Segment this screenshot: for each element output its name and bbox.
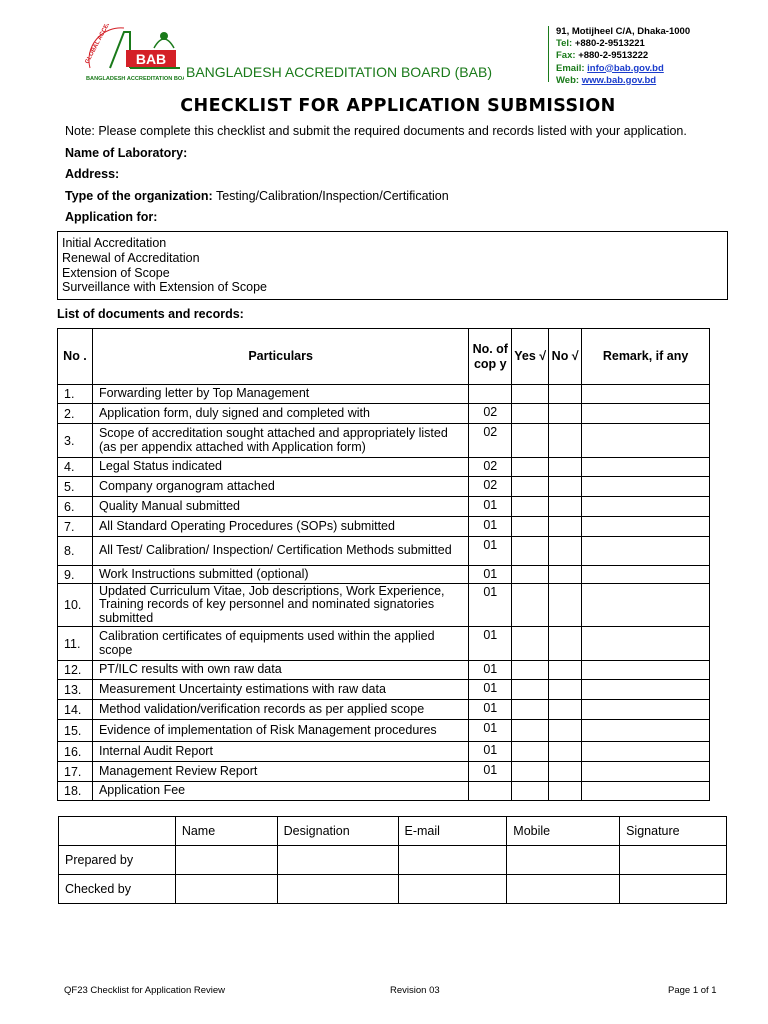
row-remark-cell[interactable] [582, 537, 710, 566]
row-no-cell[interactable] [549, 458, 582, 477]
row-number: 2. [58, 404, 93, 424]
sig-row-checked-by: Checked by [59, 875, 176, 904]
laboratory-name-label: Name of Laboratory: [65, 146, 188, 160]
row-number: 12. [58, 661, 93, 680]
row-number: 3. [58, 424, 93, 458]
footer-revision: Revision 03 [390, 985, 440, 996]
email-link[interactable]: info@bab.gov.bd [587, 62, 664, 74]
option-label: Renewal of Accreditation [62, 251, 200, 265]
row-no-cell[interactable] [549, 700, 582, 720]
table-row [58, 385, 710, 404]
row-copies: 02 [469, 404, 512, 424]
tel-number: +880-2-9513221 [574, 38, 645, 50]
address-label: Address: [65, 167, 120, 181]
page-title: CHECKLIST FOR APPLICATION SUBMISSION [180, 96, 616, 116]
row-yes-cell[interactable] [512, 700, 549, 720]
contact-block [556, 26, 690, 87]
row-remark-cell[interactable] [582, 458, 710, 477]
row-no-cell[interactable] [549, 497, 582, 517]
table-row [58, 584, 710, 627]
row-copies: 01 [469, 627, 512, 661]
row-particular: Application Fee [92, 782, 468, 801]
row-particular: Method validation/verification records as per applied scope [92, 700, 468, 720]
instruction-note: Note: Please complete this checklist and submit the required documents and records listed with your application. [65, 124, 687, 138]
row-number: 6. [58, 497, 93, 517]
footer-form-code: QF23 Checklist for Application Review [64, 985, 226, 996]
row-yes-cell[interactable] [512, 497, 549, 517]
option-surveillance-extension[interactable] [62, 280, 267, 294]
row-particular: Evidence of implementation of Risk Management procedures [92, 720, 468, 742]
row-number: 18. [58, 782, 93, 801]
row-yes-cell[interactable] [512, 458, 549, 477]
sig-row-prepared-by: Prepared by [59, 846, 176, 875]
row-no-cell[interactable] [549, 742, 582, 762]
row-copies [469, 782, 512, 801]
row-yes-cell[interactable] [512, 517, 549, 537]
header-copies: No. of cop y [469, 329, 512, 385]
header-remark: Remark, if any [582, 329, 710, 385]
table-row [58, 517, 710, 537]
row-no-cell[interactable] [549, 404, 582, 424]
prepared-designation-cell[interactable] [277, 846, 398, 875]
row-number: 13. [58, 680, 93, 700]
row-particular: Measurement Uncertainty estimations with raw data [92, 680, 468, 700]
row-particular: Application form, duly signed and completed with [92, 404, 468, 424]
sig-header-mobile: Mobile [507, 817, 620, 846]
row-number: 4. [58, 458, 93, 477]
web-label: Web: [556, 74, 580, 86]
row-no-cell[interactable] [549, 627, 582, 661]
row-particular: Quality Manual submitted [92, 497, 468, 517]
row-no-cell[interactable] [549, 537, 582, 566]
row-yes-cell[interactable] [512, 477, 549, 497]
row-copies: 01 [469, 517, 512, 537]
table-row [58, 782, 710, 801]
table-row [58, 700, 710, 720]
organization-type-label: Type of the organization: [65, 189, 213, 203]
row-number: 15. [58, 720, 93, 742]
row-yes-cell[interactable] [512, 537, 549, 566]
header-divider [548, 26, 549, 82]
sig-corner-cell [59, 817, 176, 846]
row-number: 5. [58, 477, 93, 497]
checked-name-cell[interactable] [175, 875, 277, 904]
row-copies: 01 [469, 762, 512, 782]
row-number: 7. [58, 517, 93, 537]
row-remark-cell[interactable] [582, 584, 710, 627]
organization-type-line [65, 189, 449, 203]
row-yes-cell[interactable] [512, 680, 549, 700]
row-copies: 01 [469, 584, 512, 627]
tel-label: Tel: [556, 38, 573, 50]
row-remark-cell[interactable] [582, 566, 710, 584]
header-yes: Yes √ [512, 329, 549, 385]
table-row [58, 458, 710, 477]
row-number: 11. [58, 627, 93, 661]
row-yes-cell[interactable] [512, 762, 549, 782]
row-particular: Legal Status indicated [92, 458, 468, 477]
svg-text:GLOBAL ACCEPTANCE: GLOBAL ACCEPTANCE [84, 24, 122, 65]
row-no-cell[interactable] [549, 720, 582, 742]
row-remark-cell[interactable] [582, 517, 710, 537]
documents-table [57, 328, 710, 801]
row-no-cell[interactable] [549, 477, 582, 497]
row-no-cell[interactable] [549, 661, 582, 680]
sig-header-email: E-mail [398, 817, 507, 846]
row-copies: 01 [469, 720, 512, 742]
row-remark-cell[interactable] [582, 742, 710, 762]
row-yes-cell[interactable] [512, 782, 549, 801]
sig-header-name: Name [175, 817, 277, 846]
row-particular: PT/ILC results with own raw data [92, 661, 468, 680]
row-remark-cell[interactable] [582, 680, 710, 700]
row-no-cell[interactable] [549, 762, 582, 782]
option-label: Initial Accreditation [62, 236, 167, 250]
checked-designation-cell[interactable] [277, 875, 398, 904]
header-particulars: Particulars [92, 329, 468, 385]
row-particular: Forwarding letter by Top Management [92, 385, 468, 404]
header-no: No . [58, 329, 93, 385]
row-yes-cell[interactable] [512, 566, 549, 584]
row-remark-cell[interactable] [582, 627, 710, 661]
row-particular: Updated Curriculum Vitae, Job descriptions, Work Experience, Training records of key personnel and nominated signatories submitted [92, 584, 468, 627]
row-no-cell[interactable] [549, 566, 582, 584]
application-options-box [57, 231, 728, 300]
table-row [58, 627, 710, 661]
row-copies [469, 385, 512, 404]
row-particular: All Standard Operating Procedures (SOPs) submitted [92, 517, 468, 537]
prepared-mobile-cell[interactable] [507, 846, 620, 875]
row-no-cell[interactable] [549, 424, 582, 458]
table-row [58, 762, 710, 782]
table-row [58, 742, 710, 762]
signature-table [58, 816, 727, 904]
table-row [58, 680, 710, 700]
application-for-label: Application for: [65, 210, 158, 224]
row-no-cell[interactable] [549, 782, 582, 801]
table-row [58, 537, 710, 566]
table-row [58, 720, 710, 742]
row-copies: 01 [469, 700, 512, 720]
table-row [58, 424, 710, 458]
row-copies: 02 [469, 458, 512, 477]
option-label: Surveillance with Extension of Scope [62, 280, 267, 294]
table-row [58, 404, 710, 424]
footer-page-number: Page 1 of 1 [668, 985, 717, 996]
row-yes-cell[interactable] [512, 742, 549, 762]
contact-address: 91, Motijheel C/A, Dhaka-1000 [556, 26, 691, 37]
row-particular: Work Instructions submitted (optional) [92, 566, 468, 584]
row-remark-cell[interactable] [582, 477, 710, 497]
row-yes-cell[interactable] [512, 404, 549, 424]
row-particular: Company organogram attached [92, 477, 468, 497]
row-remark-cell[interactable] [582, 497, 710, 517]
row-particular: Management Review Report [92, 762, 468, 782]
row-yes-cell[interactable] [512, 661, 549, 680]
row-copies: 01 [469, 566, 512, 584]
row-yes-cell[interactable] [512, 627, 549, 661]
svg-text:BANGLADESH ACCREDITATION BOARD: BANGLADESH ACCREDITATION BOARD [86, 76, 184, 82]
row-remark-cell[interactable] [582, 700, 710, 720]
bab-logo [80, 24, 184, 84]
row-number: 1. [58, 385, 93, 404]
row-copies: 01 [469, 742, 512, 762]
row-remark-cell[interactable] [582, 720, 710, 742]
row-remark-cell[interactable] [582, 661, 710, 680]
row-number: 16. [58, 742, 93, 762]
svg-text:BAB: BAB [135, 51, 167, 67]
row-particular: Internal Audit Report [92, 742, 468, 762]
option-label: Extension of Scope [62, 266, 170, 280]
sig-header-signature: Signature [620, 817, 727, 846]
row-yes-cell[interactable] [512, 385, 549, 404]
option-initial-accreditation[interactable] [62, 236, 166, 250]
row-number: 10. [58, 584, 93, 627]
fax-label: Fax: [556, 50, 576, 62]
organization-type-value: Testing/Calibration/Inspection/Certification [215, 189, 449, 203]
checked-mobile-cell[interactable] [507, 875, 620, 904]
row-number: 14. [58, 700, 93, 720]
row-no-cell[interactable] [549, 517, 582, 537]
organization-name: BANGLADESH ACCREDITATION BOARD (BAB) [186, 64, 492, 80]
table-row [58, 566, 710, 584]
row-copies: 02 [469, 424, 512, 458]
documents-list-label: List of documents and records: [57, 307, 244, 321]
prepared-email-cell[interactable] [398, 846, 507, 875]
sig-header-designation: Designation [277, 817, 398, 846]
row-copies: 01 [469, 661, 512, 680]
row-particular: All Test/ Calibration/ Inspection/ Certification Methods submitted [92, 537, 468, 566]
web-link[interactable]: www.bab.gov.bd [581, 74, 657, 86]
row-particular: Scope of accreditation sought attached and appropriately listed (as per appendix attached with Application form) [92, 424, 468, 458]
row-remark-cell[interactable] [582, 424, 710, 458]
prepared-signature-cell[interactable] [620, 846, 727, 875]
row-copies: 01 [469, 680, 512, 700]
row-remark-cell[interactable] [582, 782, 710, 801]
row-yes-cell[interactable] [512, 720, 549, 742]
row-yes-cell[interactable] [512, 584, 549, 627]
row-no-cell[interactable] [549, 584, 582, 627]
header-no-check: No √ [549, 329, 582, 385]
row-copies: 01 [469, 537, 512, 566]
row-number: 8. [58, 537, 93, 566]
row-number: 17. [58, 762, 93, 782]
table-row [58, 497, 710, 517]
email-label: Email: [556, 62, 585, 74]
checked-email-cell[interactable] [398, 875, 507, 904]
row-particular: Calibration certificates of equipments used within the applied scope [92, 627, 468, 661]
prepared-name-cell[interactable] [175, 846, 277, 875]
table-row [58, 661, 710, 680]
row-number: 9. [58, 566, 93, 584]
row-copies: 01 [469, 497, 512, 517]
option-renewal-accreditation[interactable] [62, 251, 200, 265]
row-remark-cell[interactable] [582, 762, 710, 782]
row-copies: 02 [469, 477, 512, 497]
row-no-cell[interactable] [549, 385, 582, 404]
row-yes-cell[interactable] [512, 424, 549, 458]
row-remark-cell[interactable] [582, 404, 710, 424]
fax-number: +880-2-9513222 [578, 50, 649, 62]
row-no-cell[interactable] [549, 680, 582, 700]
table-row [58, 477, 710, 497]
checked-signature-cell[interactable] [620, 875, 727, 904]
option-extension-scope[interactable] [62, 266, 170, 280]
row-remark-cell[interactable] [582, 385, 710, 404]
